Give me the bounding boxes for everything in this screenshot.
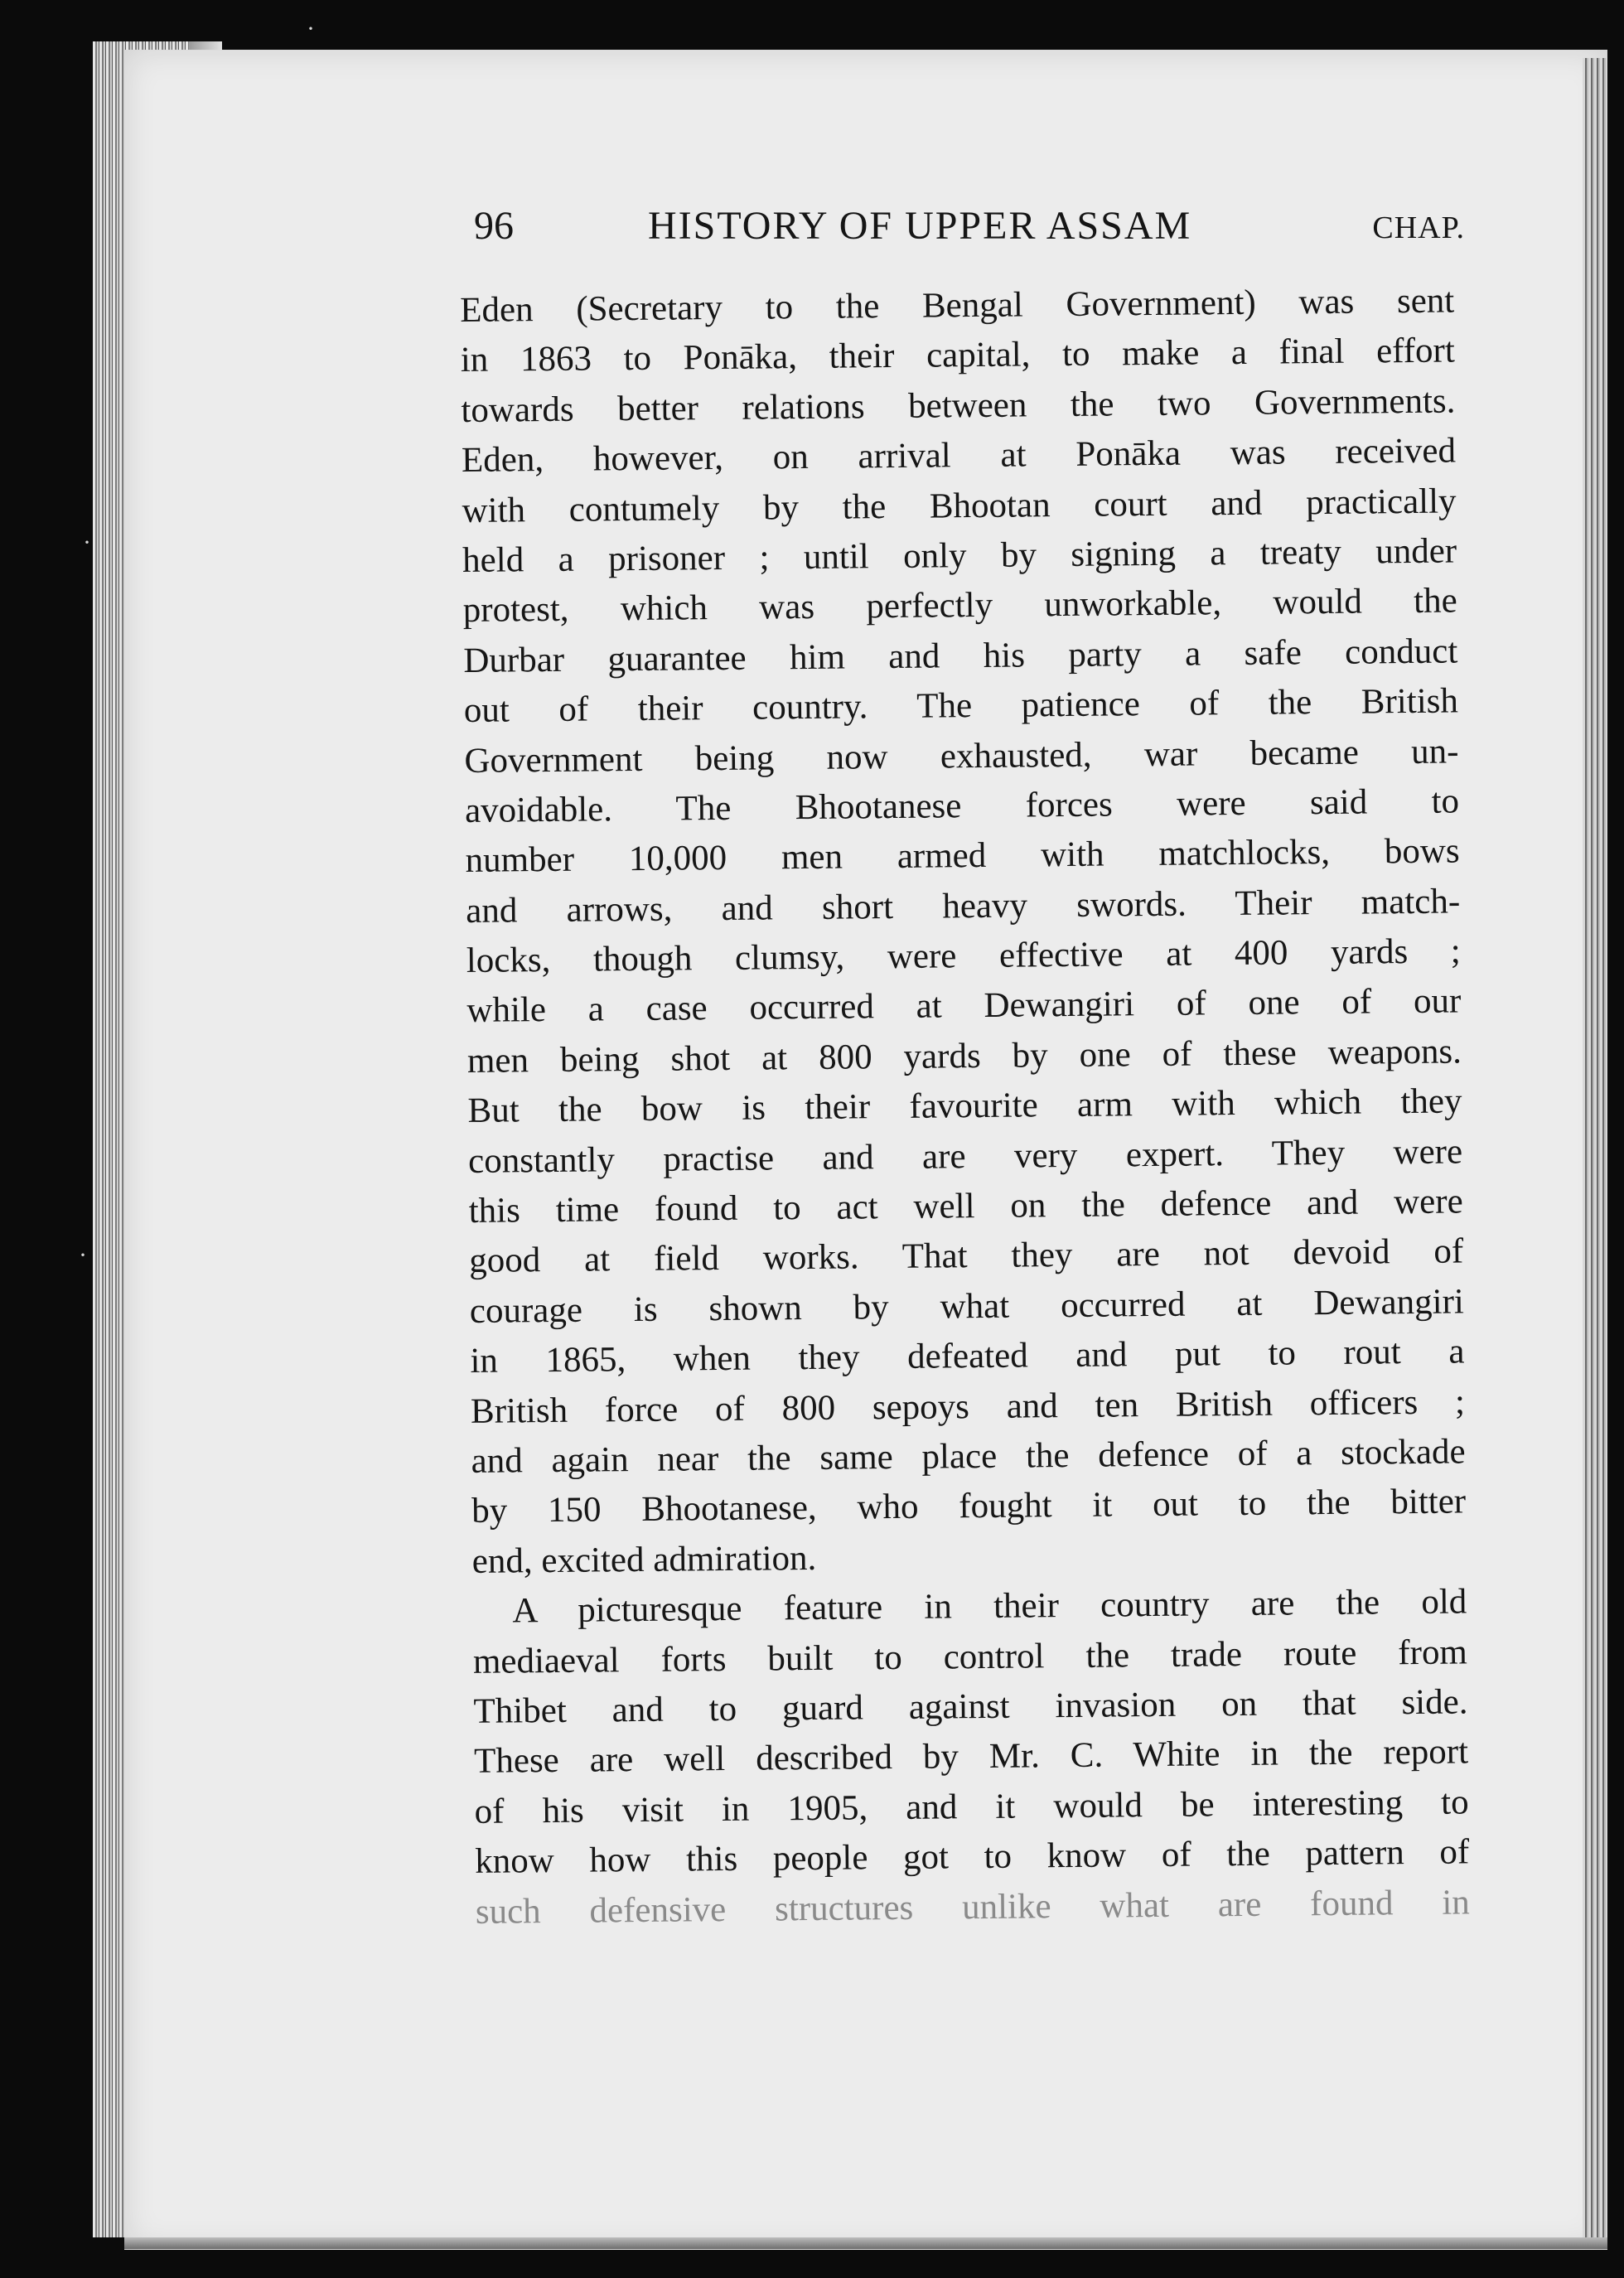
scan-speck: · bbox=[307, 15, 315, 42]
body-text bbox=[460, 276, 1470, 1937]
text-line: such defensive structures unlike what are found in bbox=[475, 1882, 1471, 1932]
text-line: in 1865, when they defeated and put to rout a bbox=[470, 1332, 1465, 1381]
text-line: this time found to act well on the defence and were bbox=[468, 1182, 1463, 1231]
text-line: Thibet and to guard against invasion on that side. bbox=[473, 1682, 1468, 1731]
running-title: HISTORY OF UPPER ASSAM bbox=[648, 204, 1192, 248]
text-line: locks, though clumsy, were effective at 400 yards ; bbox=[466, 931, 1461, 981]
text-line: number 10,000 men armed with matchlocks, bows bbox=[465, 831, 1460, 881]
text-line: by 150 Bhootanese, who fought it out to the bitter bbox=[471, 1482, 1467, 1531]
chapter-label: CHAP. bbox=[1372, 210, 1465, 245]
text-line: good at field works. That they are not devoid of bbox=[469, 1231, 1464, 1281]
text-line: avoidable. The Bhootanese forces were said to bbox=[464, 781, 1460, 830]
text-line: Durbar guarantee him and his party a safe conduct bbox=[463, 631, 1458, 680]
text-line: of his visit in 1905, and it would be interesting to bbox=[474, 1782, 1469, 1831]
text-line: Eden, however, on arrival at Ponāka was received bbox=[461, 431, 1457, 481]
running-header bbox=[474, 203, 1465, 261]
text-line: These are well described by Mr. C. White in the report bbox=[473, 1732, 1469, 1782]
text-line: held a prisoner ; until only by signing a treaty under bbox=[462, 531, 1457, 580]
scan-speck: · bbox=[83, 529, 91, 556]
text-line: with contumely by the Bhootan court and practically bbox=[462, 481, 1457, 530]
bottom-page-edge bbox=[124, 2237, 1607, 2249]
paragraph bbox=[460, 276, 1467, 1587]
text-line: protest, which was perfectly unworkable, would the bbox=[462, 581, 1457, 631]
text-line: out of their country. The patience of the British bbox=[463, 681, 1459, 731]
text-line: in 1863 to Ponāka, their capital, to make a final effort bbox=[460, 331, 1456, 380]
text-line: end, excited admiration. bbox=[471, 1538, 817, 1581]
text-line: know how this people got to know of the pattern of bbox=[475, 1832, 1470, 1882]
text-line: and arrows, and short heavy swords. Their match- bbox=[466, 882, 1461, 931]
text-line: British force of 800 sepoys and ten British officers ; bbox=[470, 1382, 1466, 1431]
text-line: courage is shown by what occurred at Dewangiri bbox=[469, 1282, 1465, 1331]
text-line: while a case occurred at Dewangiri of one of our bbox=[466, 981, 1462, 1031]
text-line: Eden (Secretary to the Bengal Government) was sent bbox=[460, 281, 1455, 330]
text-line: A picturesque feature in their country are the old bbox=[512, 1582, 1467, 1631]
text-line: and again near the same place the defence of a stockade bbox=[471, 1432, 1466, 1481]
right-page-edges bbox=[1583, 58, 1607, 2246]
paragraph bbox=[472, 1578, 1470, 1937]
scan-speck: · bbox=[79, 1241, 87, 1269]
text-line: Government being now exhausted, war became un- bbox=[464, 731, 1459, 781]
text-line: constantly practise and are very expert. They were bbox=[467, 1132, 1463, 1181]
text-line: But the bow is their favourite arm with which they bbox=[467, 1081, 1462, 1131]
page-number: 96 bbox=[474, 204, 514, 248]
text-line: men being shot at 800 yards by one of these weapons. bbox=[466, 1032, 1462, 1081]
text-line: towards better relations between the two Governments. bbox=[461, 381, 1456, 430]
text-line: mediaeval forts built to control the trade route from bbox=[472, 1632, 1468, 1681]
